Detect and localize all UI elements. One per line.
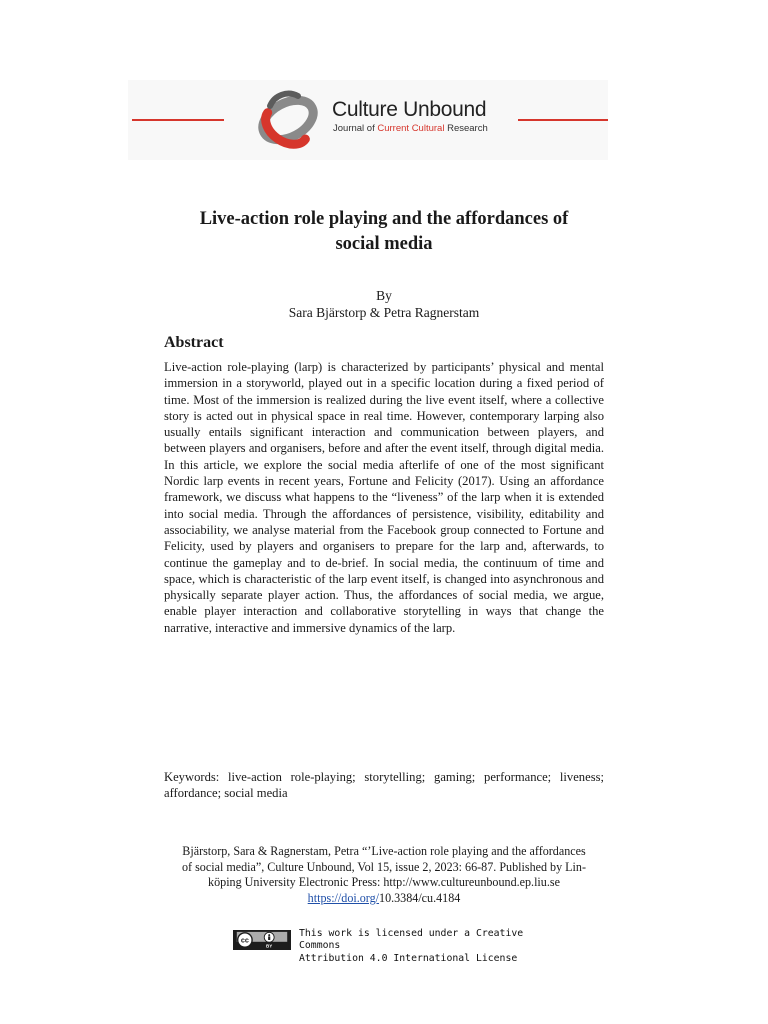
doi-suffix: 10.3384/cu.4184 [379, 890, 461, 905]
abstract-text: Live-action role-playing (larp) is characterized by participants’ physical and mental immersion in a storyworld, played out in a specific location during a fixed period of time. Most of the immersion is realized during the live event itself, where a collective story is acted out in physical space in real time. However, contemporary larping also usually entails significant interaction and communication between players, and between players and organisers, before and after the event itself, through digital media. In this article, we explore the social media afterlife of one of the most significant Nordic larp events in recent years, Fortune and Felicity (2017). Using an affordance framework, we discuss what happens to the “liveness” of the larp when it is extended into social media. Through the affordances of persistence, visibility, editability and associability, we analyse material from the Facebook group connected to Fortune and Felicity, used by players and organisers to prepare for the larp and, afterwards, to continue the gameplay and to de-brief. In social media, the continuum of time and space, which is characteristic of the larp event itself, is changed into asynchronous and physically separate player action. Thus, the affordances of social media, we argue, enable player interaction and collaborative storytelling in ways that change the narrative, interactive and immersive dynamics of the larp. [164, 360, 604, 635]
doi-link[interactable]: https://doi.org/ [307, 890, 380, 905]
journal-subtitle-prefix: Journal of [333, 123, 378, 134]
author-names: Sara Bjärstorp & Petra Ragnerstam [288, 305, 480, 320]
citation [164, 844, 604, 906]
citation-line-1: Bjärstorp, Sara & Ragnerstam, Petra “’Live-action role playing and the affordances [182, 844, 586, 858]
article-title-line-1: Live-action role playing and the affordances of [199, 209, 569, 229]
byline [164, 287, 604, 321]
journal-name: Culture Unbound [332, 98, 487, 121]
article-title-line-2: social media [335, 234, 433, 254]
citation-line-3: köping University Electronic Press: http://www.cultureunbound.ep.liu.se [208, 875, 560, 890]
by-label: By [376, 288, 392, 303]
citation-line-2: of social media”, Culture Unbound, Vol 15, issue 2, 2023: 66-87. Published by Lin- [182, 859, 586, 874]
journal-logo-icon [250, 82, 326, 158]
banner-rule-right [518, 119, 608, 121]
license-line-2: Attribution 4.0 International License [299, 952, 518, 964]
cc-badge-cc-text: cc [240, 935, 249, 945]
article-title [164, 207, 604, 257]
journal-subtitle-highlight: Current Cultural [377, 123, 445, 134]
citation-doi [164, 891, 604, 907]
journal-subtitle [333, 123, 488, 134]
abstract-heading: Abstract [164, 334, 224, 351]
cc-badge-by-text: BY [266, 943, 273, 949]
cc-by-license-icon[interactable] [233, 930, 291, 950]
banner-rule-left [132, 119, 224, 121]
keywords: Keywords: live-action role-playing; storytelling; gaming; performance; liveness; affordance; social media [164, 770, 604, 801]
license-line-1: This work is licensed under a Creative Commons [299, 928, 524, 952]
journal-subtitle-suffix: Research [444, 123, 488, 134]
license-text [299, 928, 569, 965]
